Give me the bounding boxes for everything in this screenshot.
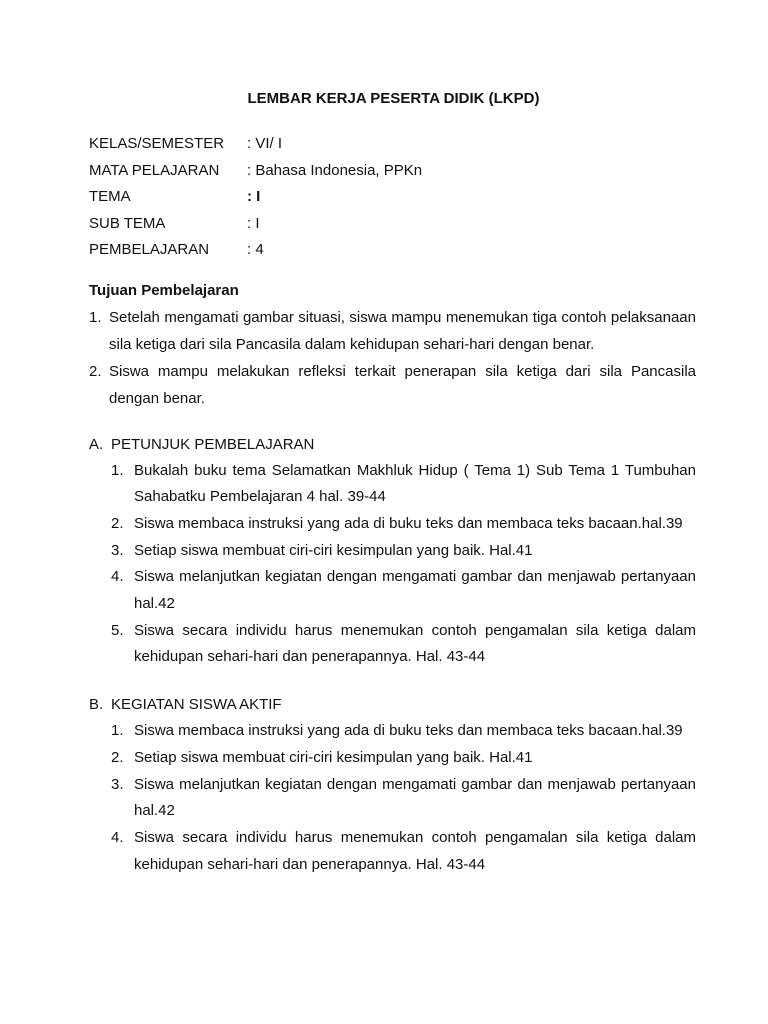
info-row-tema [89,184,696,211]
item-text: Siswa secara individu harus menemukan contoh pengamalan sila ketiga dalam kehidupan sehari-hari dan penerapannya. Hal. 43-44 [134,621,696,666]
info-value: : Bahasa Indonesia, PPKn [247,161,423,179]
info-label: SUB TEMA [89,214,166,232]
info-label: PEMBELAJARAN [89,241,210,258]
section-heading [89,432,696,458]
info-row-subtema [89,211,696,238]
item-number: 5. [111,621,124,639]
item-text: Setelah mengamati gambar situasi, siswa mampu menemukan tiga contoh pelaksanaan sila ketiga dari sila Pancasila dalam kehidupan sehari-hari dengan benar. [109,308,696,353]
item-text: Bukalah buku tema Selamatkan Makhluk Hidup ( Tema 1) Sub Tema 1 Tumbuhan Sahabatku Pembelajaran 4 hal. 39-44 [134,461,696,506]
item-number: 3. [111,541,124,559]
info-table [89,131,696,264]
objectives-heading: Tujuan Pembelajaran [89,281,239,299]
item-number: 1. [111,461,124,479]
objectives-list [89,304,696,412]
section-kegiatan [89,692,696,878]
petunjuk-list [89,458,696,672]
info-value: : VI/ I [247,135,283,152]
section-letter: B. [89,696,104,714]
section-title: KEGIATAN SISWA AKTIF [111,696,282,714]
info-value: : I [247,214,260,232]
item-number: 4. [111,828,124,846]
item-number: 2. [111,514,124,532]
info-value: : 4 [247,241,264,258]
list-item [111,825,696,878]
info-label: KELAS/SEMESTER [89,135,225,152]
item-number: 3. [111,775,124,793]
info-row-mapel [89,158,696,185]
item-number: 2. [111,748,124,766]
item-text: Siswa melanjutkan kegiatan dengan mengamati gambar dan menjawab pertanyaan hal.42 [134,775,696,820]
item-text: Siswa secara individu harus menemukan contoh pengamalan sila ketiga dalam kehidupan sehari-hari dan penerapannya. Hal. 43-44 [134,828,696,873]
info-label: MATA PELAJARAN [89,161,220,179]
item-number: 4. [111,568,124,586]
item-number: 1. [89,308,102,326]
item-text: Siswa membaca instruksi yang ada di buku teks dan membaca teks bacaan.hal.39 [134,722,683,740]
item-text: Siswa membaca instruksi yang ada di buku teks dan membaca teks bacaan.hal.39 [134,514,683,532]
list-item [89,358,696,412]
info-row-kelas [89,131,696,158]
list-item [111,772,696,825]
list-item [111,564,696,617]
list-item [111,458,696,511]
section-petunjuk [89,432,696,672]
info-row-pembelajaran [89,237,696,264]
section-heading [89,692,696,718]
list-item [89,304,696,358]
list-item [111,718,696,745]
objectives-section [89,278,696,412]
item-number: 1. [111,722,124,740]
list-item [111,538,696,565]
info-value: : I [247,188,261,205]
list-item [111,511,696,538]
kegiatan-list [89,718,696,878]
item-text: Siswa mampu melakukan refleksi terkait penerapan sila ketiga dari sila Pancasila dengan benar. [109,362,696,407]
info-label: TEMA [89,188,131,205]
item-text: Setiap siswa membuat ciri-ciri kesimpulan yang baik. Hal.41 [134,541,533,559]
section-letter: A. [89,435,104,453]
list-item [111,745,696,772]
item-text: Setiap siswa membuat ciri-ciri kesimpulan yang baik. Hal.41 [134,748,533,766]
section-title: PETUNJUK PEMBELAJARAN [111,435,315,453]
list-item [111,618,696,671]
item-number: 2. [89,362,102,380]
document-title: LEMBAR KERJA PESERTA DIDIK (LKPD) [247,90,540,107]
item-text: Siswa melanjutkan kegiatan dengan mengamati gambar dan menjawab pertanyaan hal.42 [134,568,696,613]
